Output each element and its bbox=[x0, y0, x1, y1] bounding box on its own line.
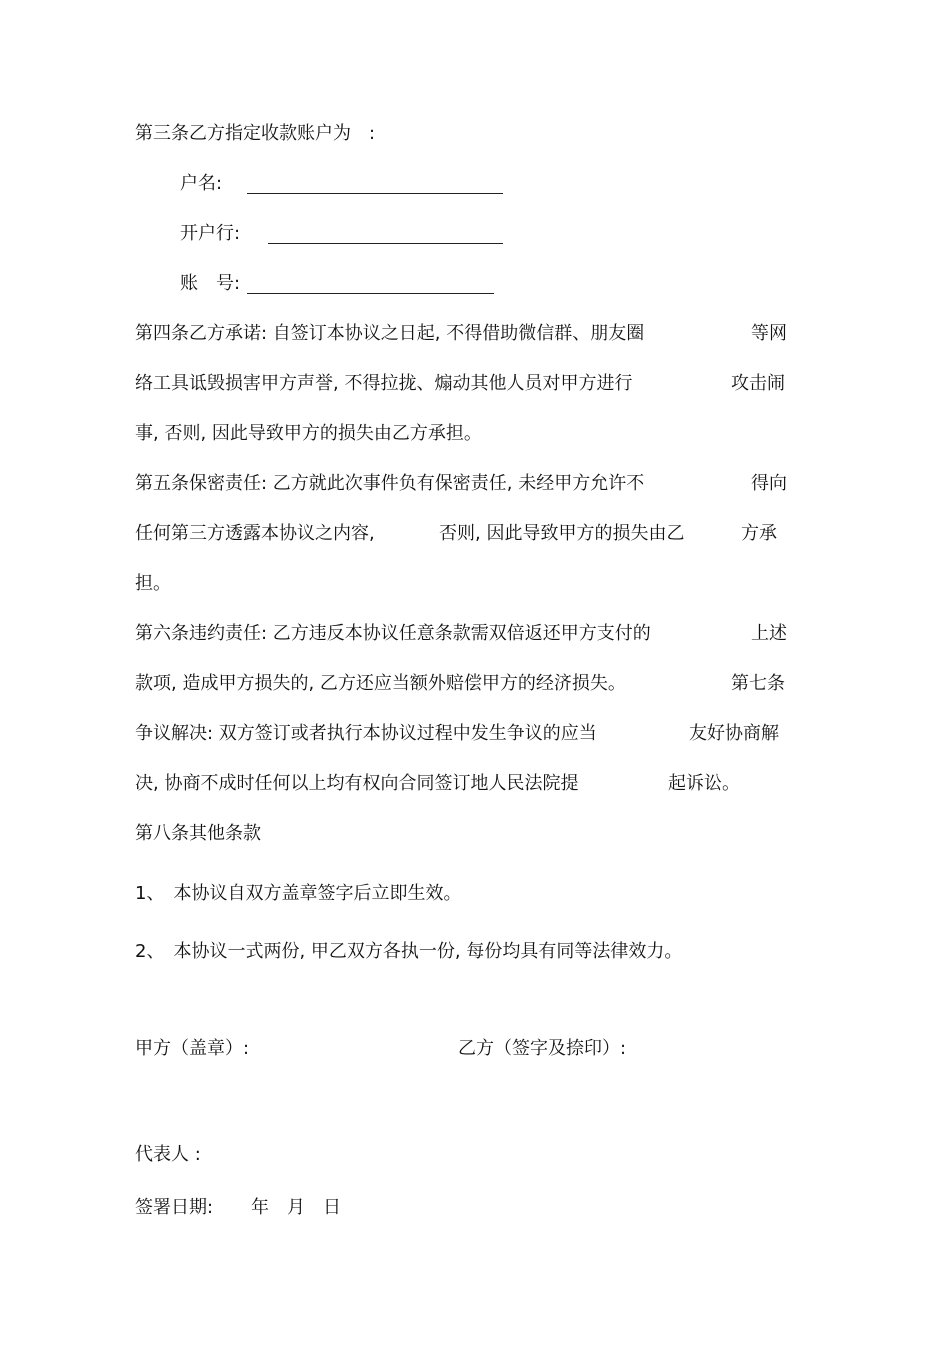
article6-line1-end: 上述 bbox=[751, 623, 787, 644]
account-number-field[interactable] bbox=[247, 293, 494, 294]
article5-line2: 任何第三方透露本协议之内容, bbox=[135, 523, 375, 544]
article8-item-1: 1、 本协议自双方盖章签字后立即生效。 bbox=[135, 883, 462, 904]
account-name-field[interactable] bbox=[247, 193, 503, 194]
article7-line2-end: 起诉讼。 bbox=[668, 773, 740, 794]
article8-title: 第八条其他条款 bbox=[135, 823, 261, 844]
article7-line1: 争议解决: 双方签订或者执行本协议过程中发生争议的应当 bbox=[135, 723, 597, 744]
article5-line2-end: 方承 bbox=[741, 523, 777, 544]
article6-line1: 第六条违约责任: 乙方违反本协议任意条款需双倍返还甲方支付的 bbox=[135, 623, 651, 644]
article7-line2: 决, 协商不成时任何以上均有权向合同签订地人民法院提 bbox=[135, 773, 579, 794]
article4-line1: 第四条乙方承诺: 自签订本协议之日起, 不得借助微信群、朋友圈 bbox=[135, 323, 645, 344]
bank-field[interactable] bbox=[268, 243, 503, 244]
account-name-label: 户名: bbox=[180, 173, 223, 194]
article5-line2-mid: 否则, 因此导致甲方的损失由乙 bbox=[439, 523, 685, 544]
article5-line1: 第五条保密责任: 乙方就此次事件负有保密责任, 未经甲方允许不 bbox=[135, 473, 645, 494]
sign-date-label: 签署日期: bbox=[135, 1197, 214, 1218]
article7-line1-end: 友好协商解 bbox=[689, 723, 779, 744]
bank-label: 开户行: bbox=[180, 223, 241, 244]
article6-line2: 款项, 造成甲方损失的, 乙方还应当额外赔偿甲方的经济损失。 bbox=[135, 673, 626, 694]
article7-heading: 第七条 bbox=[731, 673, 785, 694]
article8-item-2: 2、 本协议一式两份, 甲乙双方各执一份, 每份均具有同等法律效力。 bbox=[135, 941, 683, 962]
article4-line2: 络工具诋毁损害甲方声誉, 不得拉拢、煽动其他人员对甲方进行 bbox=[135, 373, 633, 394]
sign-date-value: 年 月 日 bbox=[251, 1197, 341, 1218]
party-b-sign-label: 乙方（签字及捺印）: bbox=[458, 1038, 627, 1059]
article5-line1-end: 得向 bbox=[751, 473, 787, 494]
account-number-label: 账 号: bbox=[180, 273, 241, 294]
article4-line3: 事, 否则, 因此导致甲方的损失由乙方承担。 bbox=[135, 423, 482, 444]
representative-label: 代表人 : bbox=[135, 1144, 201, 1165]
article4-line1-end: 等网 bbox=[751, 323, 787, 344]
article5-line3: 担。 bbox=[135, 573, 171, 594]
article3-title: 第三条乙方指定收款账户为 : bbox=[135, 123, 376, 144]
party-a-seal-label: 甲方（盖章）: bbox=[135, 1038, 250, 1059]
article4-line2-end: 攻击闹 bbox=[731, 373, 785, 394]
